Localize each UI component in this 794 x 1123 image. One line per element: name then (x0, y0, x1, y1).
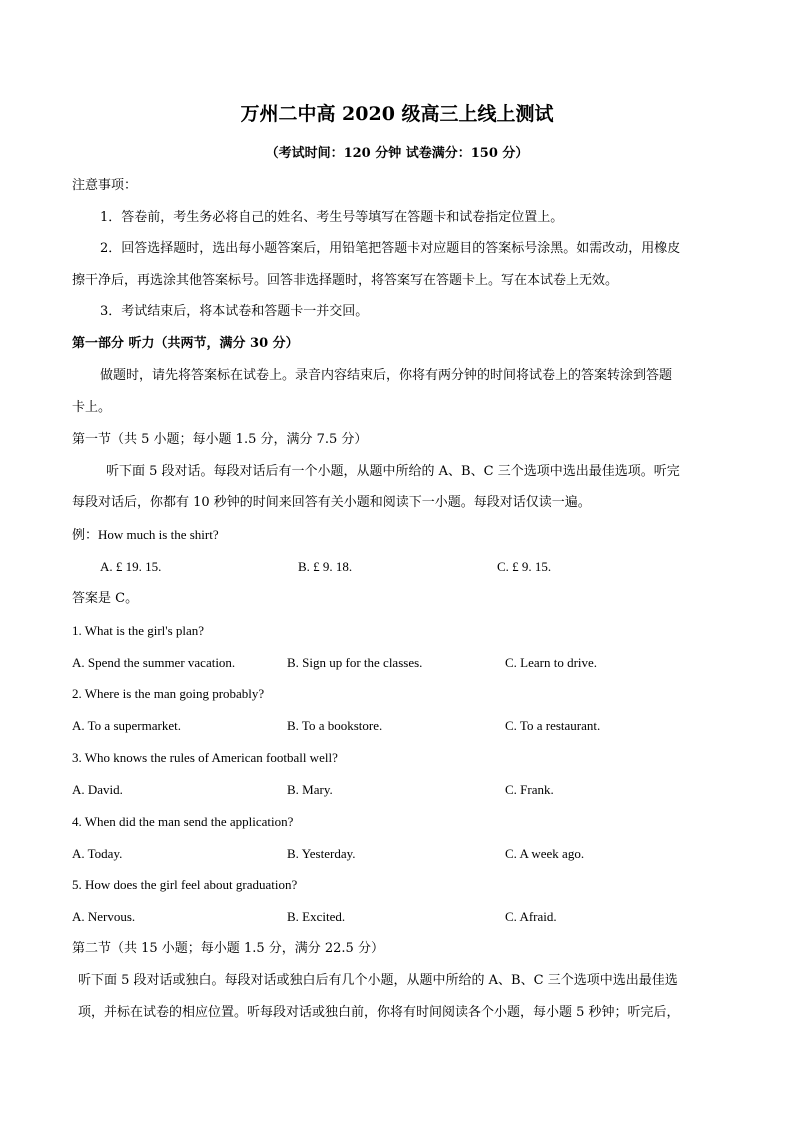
notice-item: 1．答卷前，考生务必将自己的姓名、考生号等填写在答题卡和试卷指定位置上。 (100, 210, 564, 225)
section2-intro-continued: 项，并标在试卷的相应位置。听每段对话或独白前，你将有时间阅读各个小题，每小题 5 秒钟；听完后， (78, 1005, 680, 1020)
option-b: B. Excited. (287, 909, 346, 924)
option-b: B. Sign up for the classes. (287, 655, 423, 670)
option-b: B. Mary. (287, 782, 333, 797)
section1-intro-continued: 每段对话后，你都有 10 秒钟的时间来回答有关小题和阅读下一小题。每段对话仅读一遍。 (72, 495, 591, 510)
option-c: C. Learn to drive. (505, 655, 598, 670)
notice-item-continued: 擦干净后，再选涂其他答案标号。回答非选择题时，将答案写在答题卡上。写在本试卷上无效。 (72, 273, 619, 288)
exam-subtitle: （考试时间：120 分钟 试卷满分：150 分） (265, 146, 529, 161)
question: 3. Who knows the rules of American football well? (72, 750, 338, 765)
example-question: 例：How much is the shirt? (72, 527, 219, 542)
part1-intro-continued: 卡上。 (72, 400, 112, 415)
option-a: A. Today. (72, 846, 123, 861)
notice-item: 3．考试结束后，将本试卷和答题卡一并交回。 (100, 304, 369, 319)
example-option-c: C. £ 9. 15. (497, 559, 552, 574)
section2-heading: 第二节（共 15 小题；每小题 1.5 分，满分 22.5 分） (72, 941, 384, 956)
exam-title: 万州二中高 2020 级高三上线上测试 (240, 103, 554, 125)
option-a: A. To a supermarket. (72, 718, 181, 733)
question: 4. When did the man send the application? (72, 814, 294, 829)
option-b: B. To a bookstore. (287, 718, 383, 733)
section1-intro: 听下面 5 段对话。每段对话后有一个小题，从题中所给的 A、B、C 三个选项中选出最佳选项。听完 (106, 464, 680, 479)
example-option-a: A. £ 19. 15. (100, 559, 162, 574)
question: 5. How does the girl feel about graduation? (72, 877, 298, 892)
option-b: B. Yesterday. (287, 846, 356, 861)
option-c: C. A week ago. (505, 846, 585, 861)
section1-heading: 第一节（共 5 小题；每小题 1.5 分，满分 7.5 分） (72, 432, 368, 447)
question: 1. What is the girl's plan? (72, 623, 205, 638)
part1-heading: 第一部分 听力（共两节，满分 30 分） (72, 336, 299, 351)
option-a: A. Nervous. (72, 909, 136, 924)
option-c: C. To a restaurant. (505, 718, 601, 733)
question: 2. Where is the man going probably? (72, 686, 265, 701)
notice-heading: 注意事项： (72, 178, 138, 193)
option-a: A. David. (72, 782, 123, 797)
example-option-b: B. £ 9. 18. (298, 559, 353, 574)
notice-item: 2．回答选择题时，选出每小题答案后，用铅笔把答题卡对应题目的答案标号涂黑。如需改动，用橡皮 (100, 241, 681, 256)
option-c: C. Frank. (505, 782, 554, 797)
example-answer: 答案是 C。 (72, 591, 139, 606)
section2-intro: 听下面 5 段对话或独白。每段对话或独白后有几个小题，从题中所给的 A、B、C 三个选项中选出最佳选 (78, 973, 678, 988)
option-c: C. Afraid. (505, 909, 557, 924)
part1-intro: 做题时，请先将答案标在试卷上。录音内容结束后，你将有两分钟的时间将试卷上的答案转涂到答题 (100, 368, 673, 383)
option-a: A. Spend the summer vacation. (72, 655, 236, 670)
